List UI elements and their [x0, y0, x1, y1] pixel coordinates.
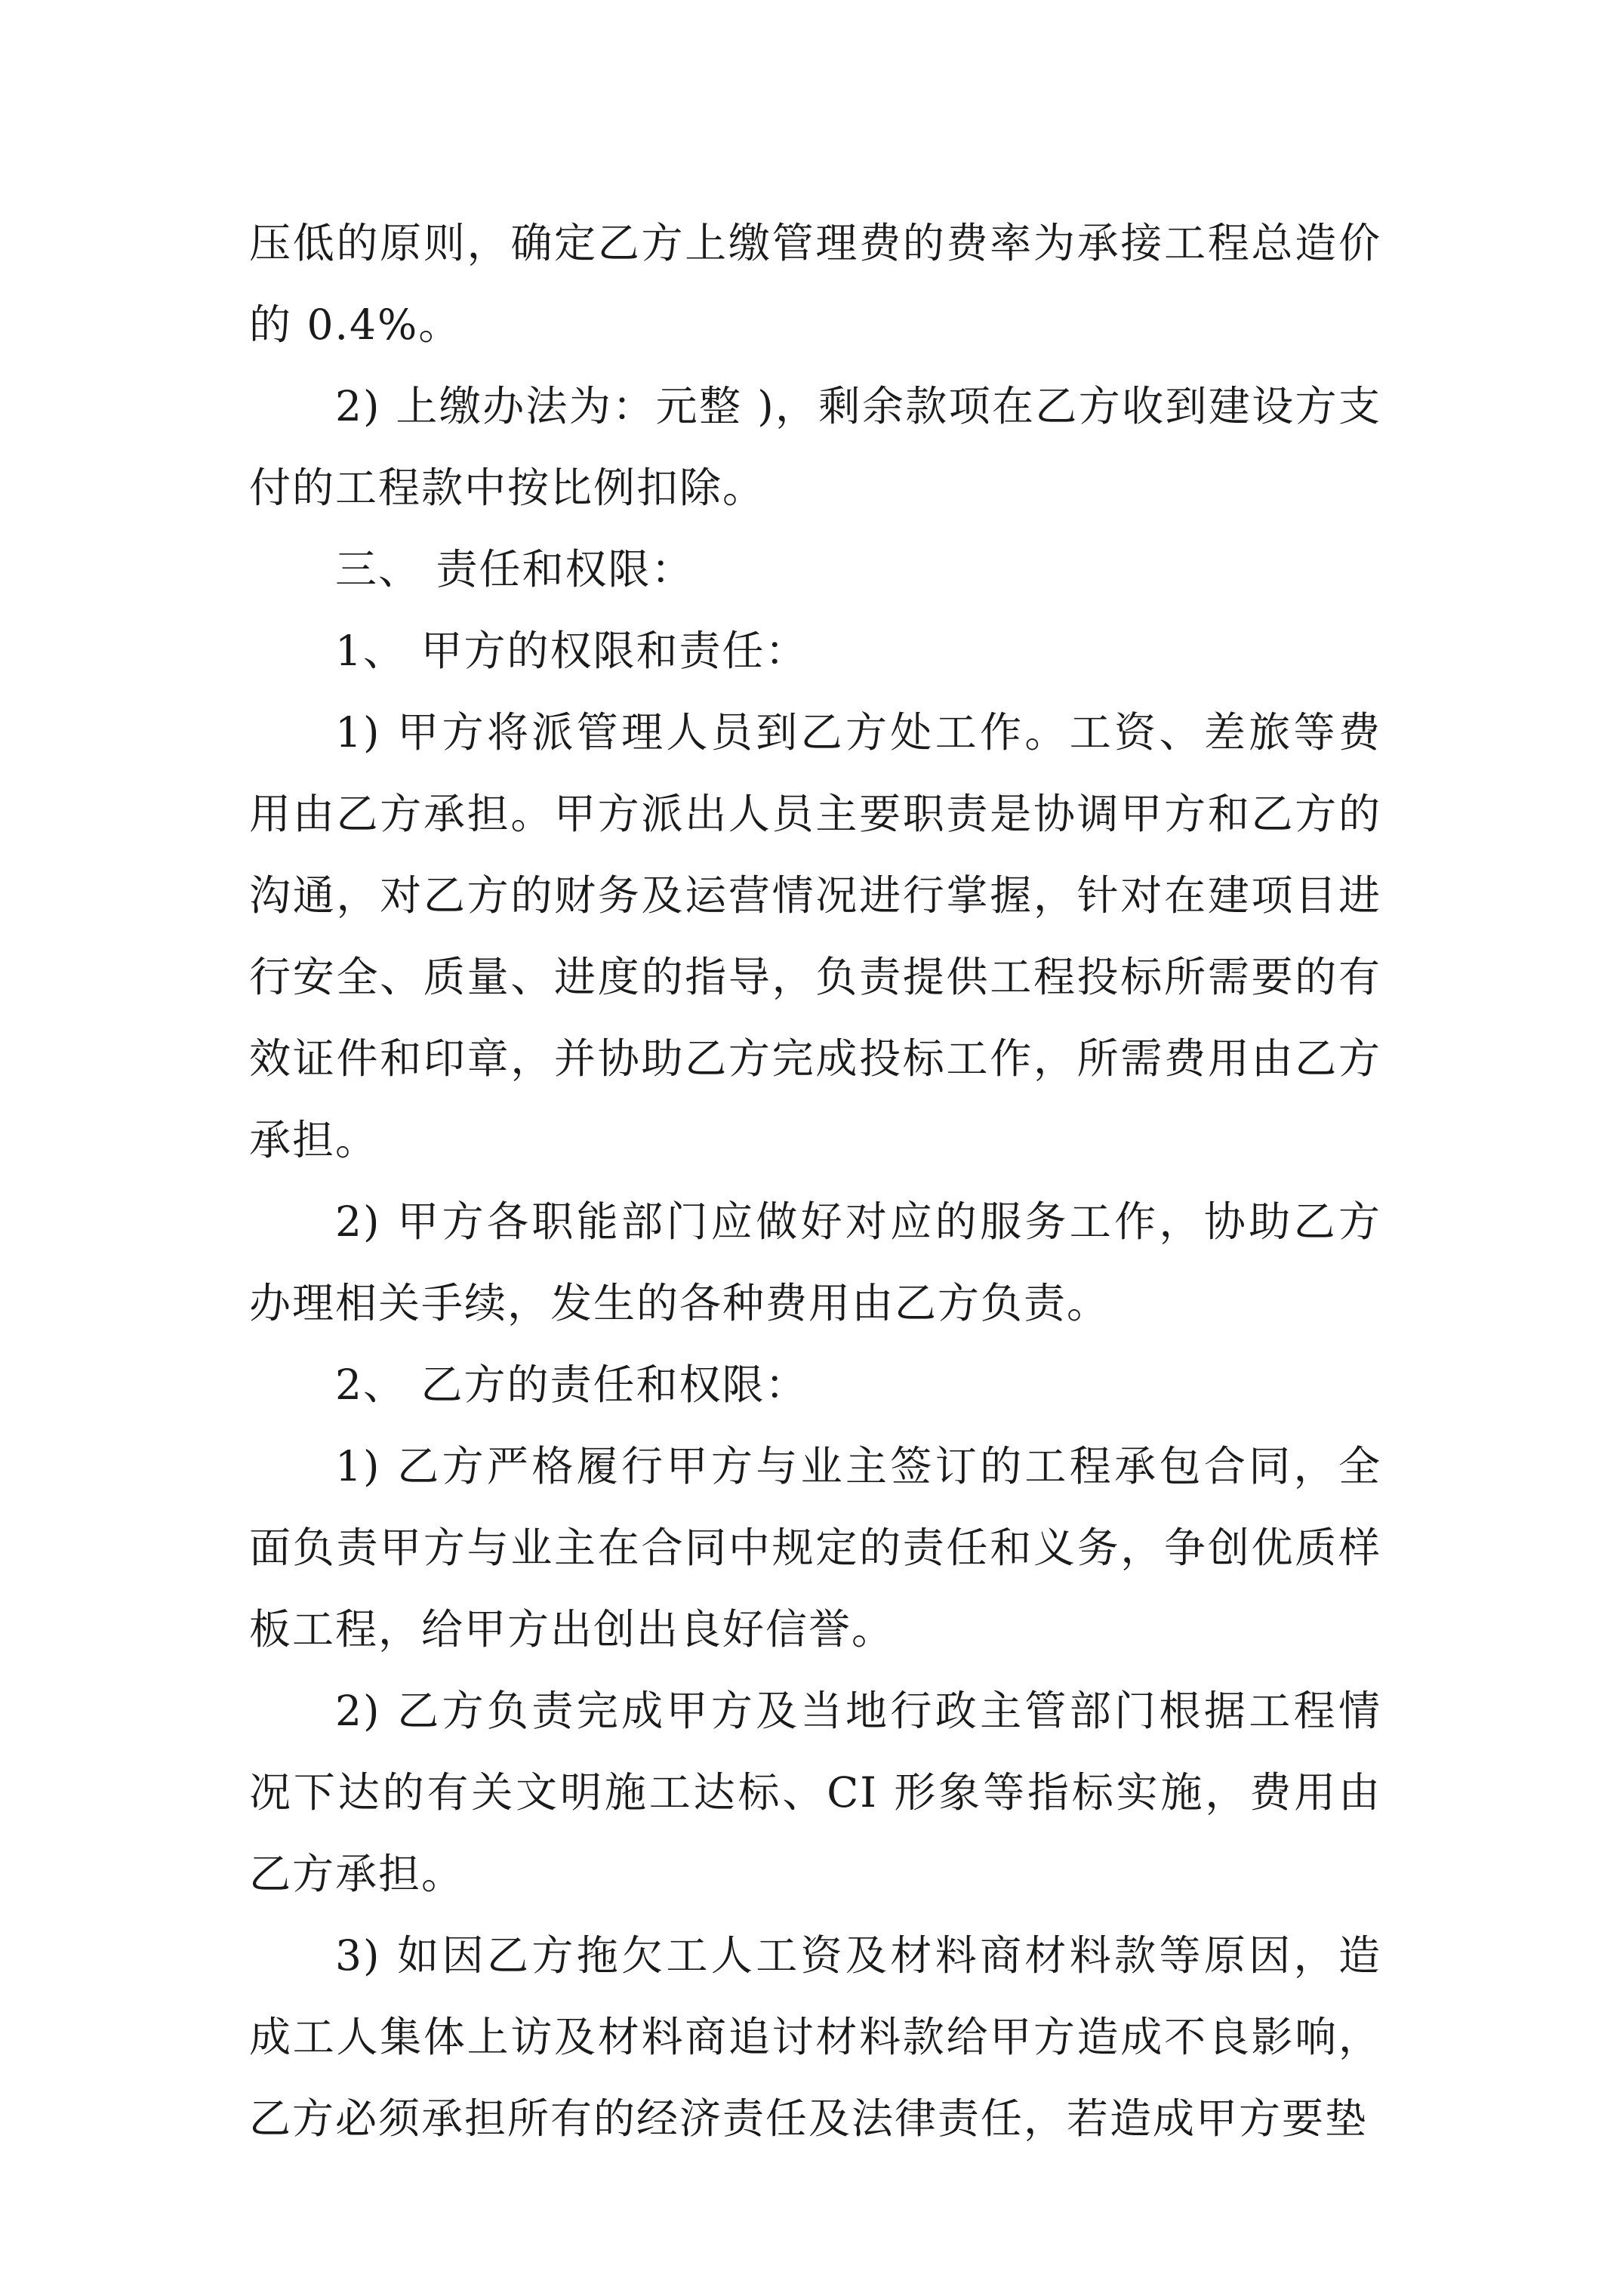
subheading-party-a: 1、 甲方的权限和责任： [335, 627, 808, 675]
document-body [249, 202, 1381, 2159]
paragraph-party-a-item-1: 1) 甲方将派管理人员到乙方处工作。工资、差旅等费用由乙方承担。甲方派出人员主要职责是协调甲方和乙方的沟通，对乙方的财务及运营情况进行掌握，针对在建项目进行安全、质量、进度的指导，负责提供工程投标所需要的有效证件和印章，并协助乙方完成投标工作，所需费用由乙方承担。 [249, 708, 1381, 1164]
paragraph-party-b-item-3: 3) 如因乙方拖欠工人工资及材料商材料款等原因，造成工人集体上访及材料商追讨材料款给甲方造成不良影响，乙方必须承担所有的经济责任及法律责任，若造成甲方要垫 [249, 1931, 1381, 2143]
paragraph-fee-rate: 压低的原则，确定乙方上缴管理费的费率为承接工程总造价的 0.4%。 [249, 219, 1381, 349]
section-heading-responsibilities: 三、 责任和权限： [335, 545, 694, 593]
subheading-party-b: 2、 乙方的责任和权限： [335, 1361, 808, 1409]
paragraph-party-b-item-1: 1) 乙方严格履行甲方与业主签订的工程承包合同，全面负责甲方与业主在合同中规定的责任和义务，争创优质样板工程，给甲方出创出良好信誉。 [249, 1442, 1381, 1653]
paragraph-party-a-item-2: 2) 甲方各职能部门应做好对应的服务工作，协助乙方办理相关手续，发生的各种费用由乙方负责。 [249, 1197, 1381, 1327]
paragraph-party-b-item-2: 2) 乙方负责完成甲方及当地行政主管部门根据工程情况下达的有关文明施工达标、CI 形象等指标实施，费用由乙方承担。 [249, 1687, 1381, 1898]
paragraph-payment-method: 2) 上缴办法为：元整 )，剩余款项在乙方收到建设方支付的工程款中按比例扣除。 [249, 382, 1381, 512]
